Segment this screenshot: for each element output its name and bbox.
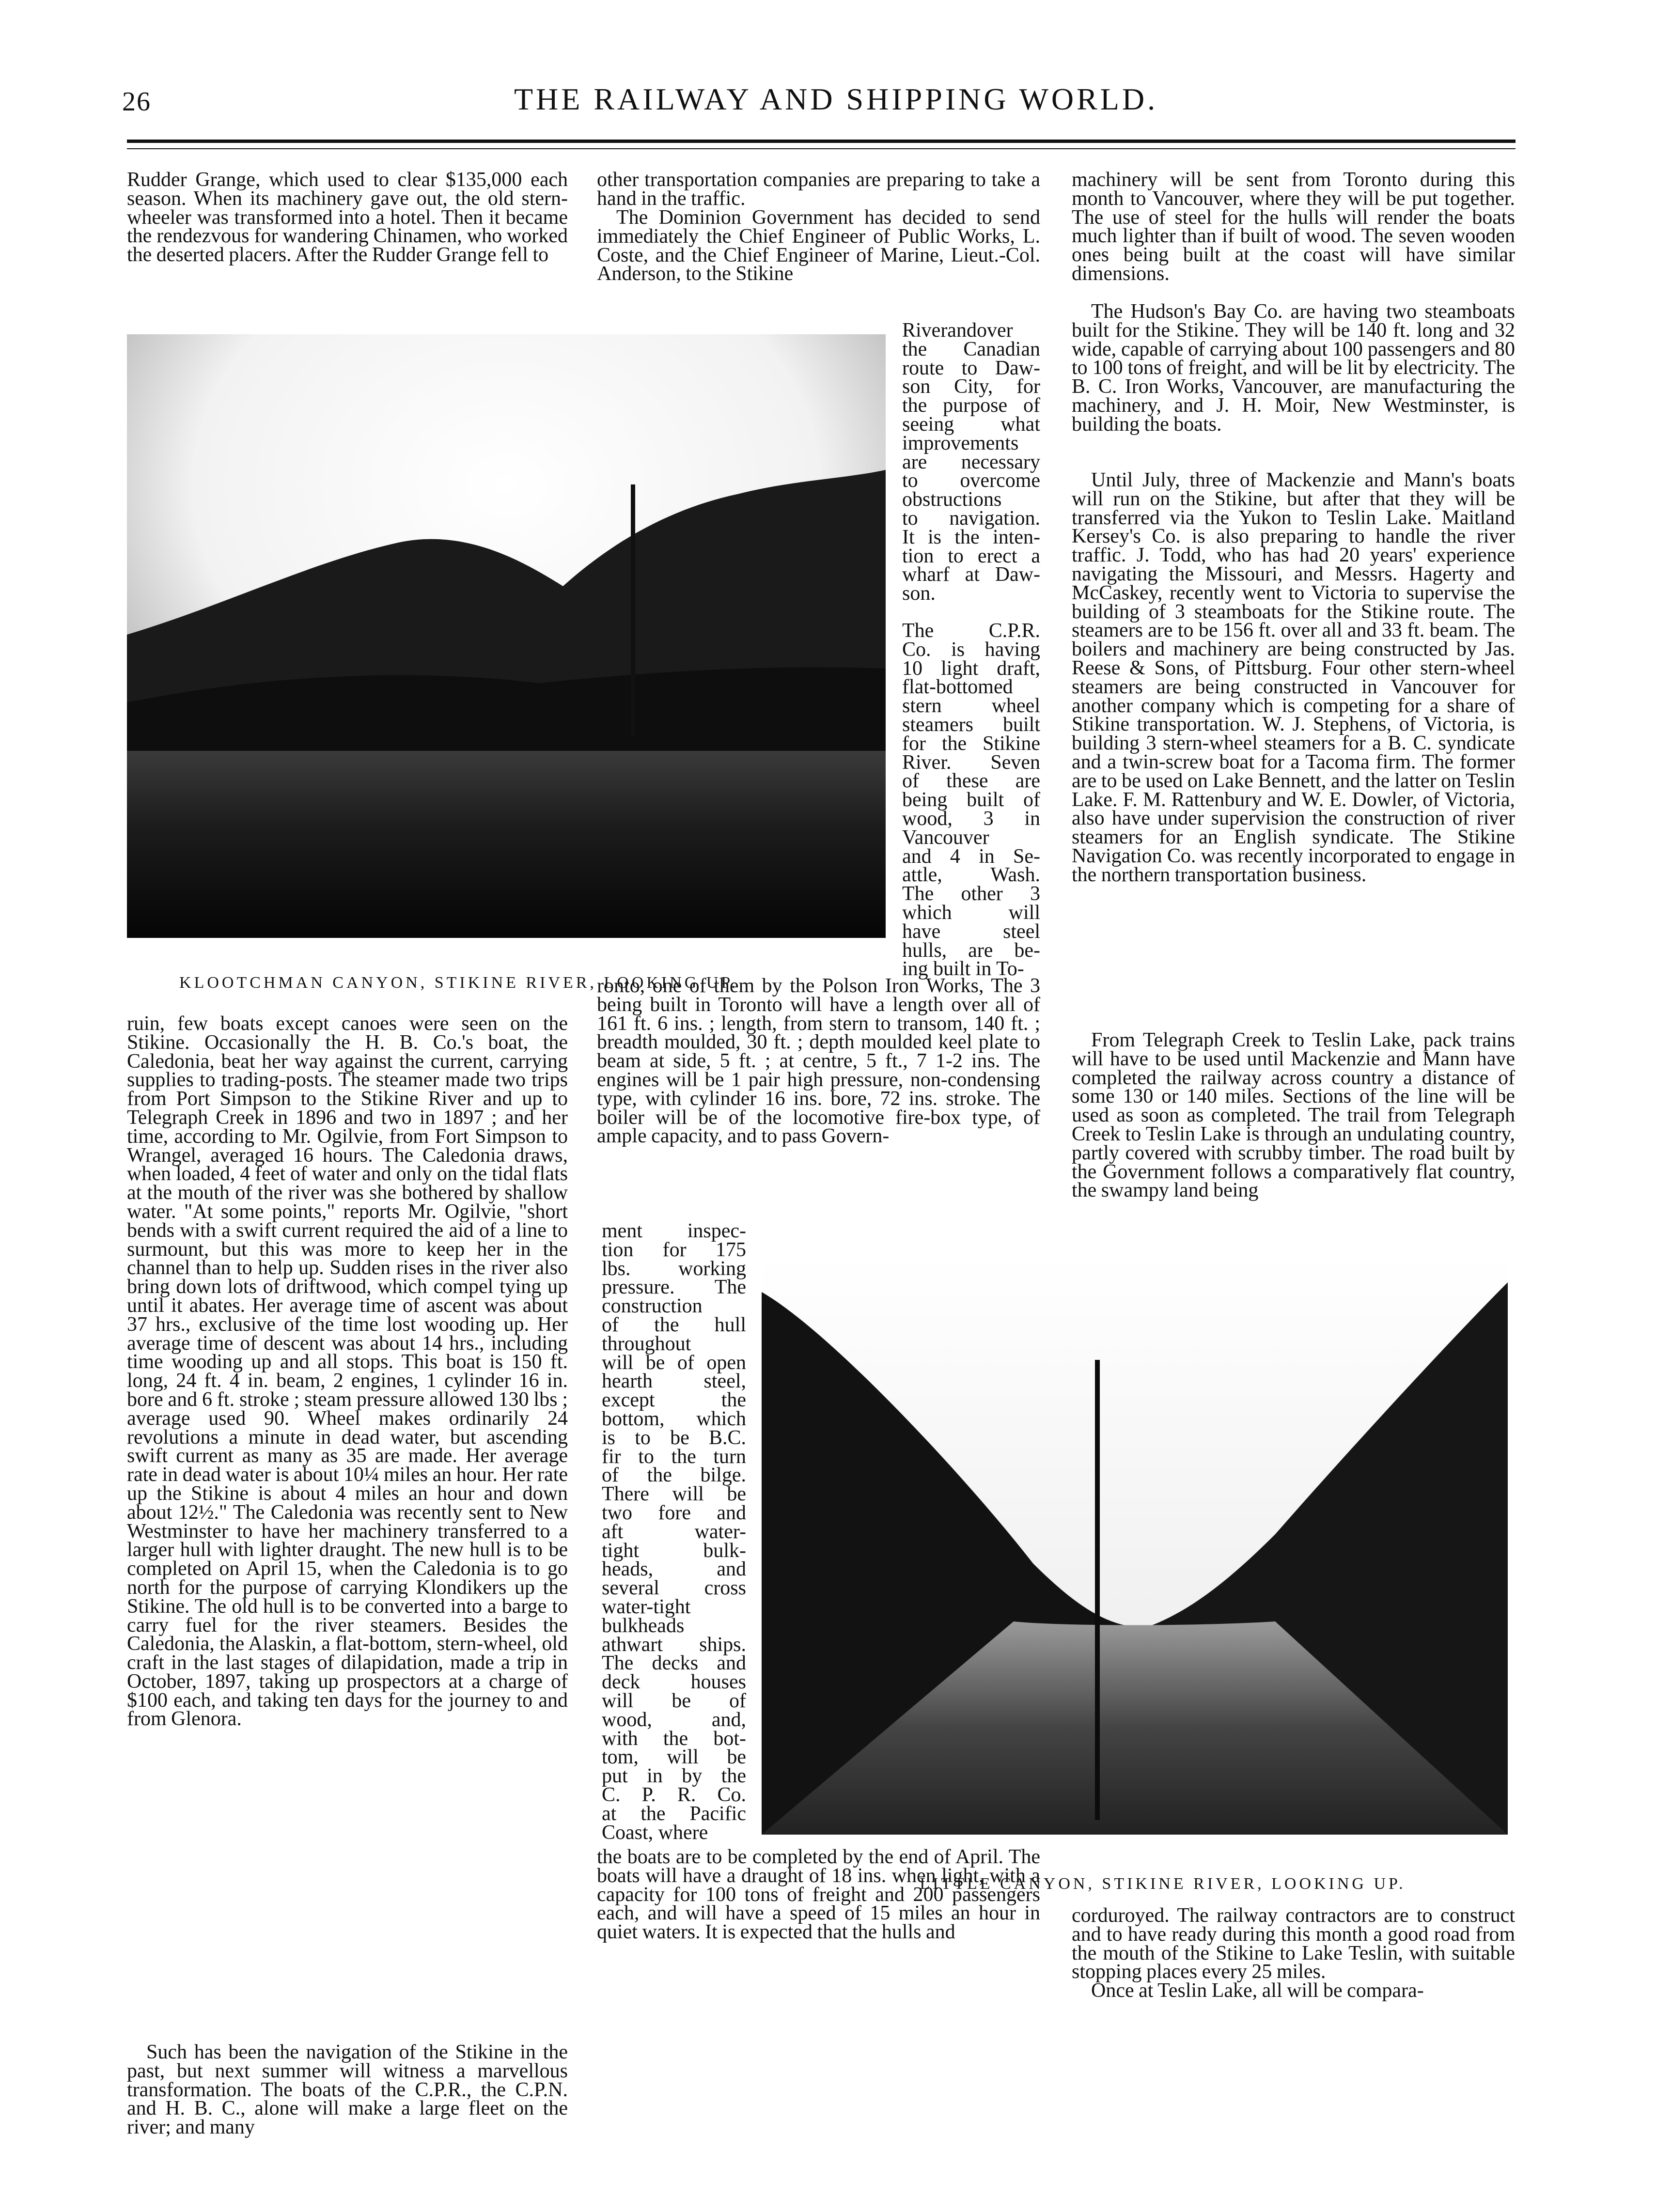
text-line: stern wheel <box>902 695 1040 717</box>
text-line: put in by the <box>602 1765 746 1788</box>
text-line: of these are <box>902 770 1040 793</box>
text-line: wharf at Daw- <box>902 563 1040 586</box>
text-line: several cross <box>602 1577 746 1600</box>
text-line: at the Pacific <box>602 1802 746 1825</box>
text-line: of the hull <box>602 1313 746 1336</box>
text-line: throughout <box>602 1332 691 1355</box>
text-line: It is the inten- <box>902 526 1040 548</box>
col2-paragraph-4: the boats are to be completed by the end of April. The boats will have a draught of 18 ins. when light, with a capacity for 100 tons of freight and 200 passengers each, and will have a speed of 15 miles an hour in quiet waters. It is expected that the hulls and <box>597 1846 1040 1944</box>
text-line: construction <box>602 1295 703 1318</box>
text-line: bottom, which <box>602 1407 746 1430</box>
col3-paragraph-5: corduroyed. The railway contractors are to construct and to have ready during this month a good road from the mouth of the Stikine to Lake Teslin, with suitable stopping places every 25 miles. <box>1072 1904 1515 1983</box>
text-line: tion to erect a <box>902 545 1040 567</box>
text-line: Co. is having <box>902 638 1040 661</box>
text-line: Riverandover <box>902 319 1013 342</box>
text-line: Vancouver <box>902 826 989 849</box>
text-line: flat-bottomed <box>902 676 1013 699</box>
text-line: wood, 3 in <box>902 807 1040 830</box>
text-line: 10 light draft, <box>902 657 1040 680</box>
text-line: athwart ships. <box>602 1633 746 1656</box>
text-line: being built of <box>902 789 1040 811</box>
col2-wrapped-text-2 <box>902 622 1040 979</box>
text-line: The decks and <box>602 1652 746 1675</box>
text-line: River. Seven <box>902 751 1040 774</box>
text-line: Coast, where <box>602 1821 708 1844</box>
text-line: The C.P.R. <box>902 620 1040 642</box>
header-rule-thin <box>127 148 1516 149</box>
text-line: obstructions <box>902 488 1002 511</box>
text-line: pressure. The <box>602 1276 746 1299</box>
text-line: seeing what <box>902 413 1040 436</box>
text-line: improvements <box>902 432 1019 454</box>
text-line: hearth steel, <box>602 1370 746 1393</box>
text-line: ing built in To- <box>902 958 1024 981</box>
text-line: for the Stikine <box>902 732 1040 755</box>
text-line: have steel <box>902 920 1040 943</box>
col3-paragraph-3: Until July, three of Mackenzie and Mann's boats will run on the Stikine, but after that they will be transferred via the Yukon to Teslin Lake. Maitland Kersey's Co. is also preparing to handle the river traffic. J. Todd, who has had 20 years' experience navigating the Missouri, and Messrs. Hagerty and McCaskey, recently went to Victoria to supervise the building of 3 steamboats for the Stikine route. The steamers are to be 156 ft. over all and 33 ft. beam. The boilers and machinery are being constructed by Jas. Reese & Sons, of Pittsburg. Four other stern-wheel steamers are being constructed in Vancouver for another company which is competing for a share of Stikine transportation. W. J. Stephens, of Victoria, is building 3 stern-wheel steamers for a B. C. syndicate and a twin-screw boat for a Tacoma firm. The former are to be used on Lake Bennett, and the latter on Teslin Lake. F. M. Rattenbury and W. E. Dowler, of Victoria, also have under supervision the construction of river steamers for an English syndicate. The Stikine Navigation Co. was recently incorporated to engage in the northern transportation business. <box>1072 469 1515 886</box>
text-line: route to Daw- <box>902 357 1040 379</box>
text-line: except the <box>602 1389 746 1412</box>
col3-paragraph-2: The Hudson's Bay Co. are having two steamboats built for the Stikine. They will be 140 ft. long and 32 wide, capable of carrying about 100 passengers and 80 to 100 tons of freight, and will be lit by electricity. The B. C. Iron Works, Vancouver, are manufacturing the machinery, and J. H. Moir, New Westminster, is building the boats. <box>1072 300 1515 436</box>
text-line: of the bilge. <box>602 1464 746 1487</box>
text-line: hulls, are be- <box>902 939 1040 962</box>
text-line: deck houses <box>602 1671 746 1694</box>
col3-paragraph-1: machinery will be sent from Toronto during this month to Vancouver, where they will be put together. The use of steel for the hulls will render the boats much lighter than if built of wood. The seven wooden ones being built at the coast will have similar dimensions. <box>1072 169 1515 285</box>
text-line: bulkheads <box>602 1614 685 1637</box>
col1-paragraph-2: ruin, few boats except canoes were seen on the Stikine. Occasionally the H. B. Co.'s boat, the Caledonia, beat her way against the current, carrying supplies to trading-posts. The steamer made two trips from Port Simpson to the Stikine River and up to Telegraph Creek in 1896 and two in 1897 ; and her time, according to Mr. Ogilvie, from Fort Simpson to Wrangel, averaged 16 hours. The Caledonia draws, when loaded, 4 feet of water and only on the tidal flats at the mouth of the river was she bothered by shallow water. "At some points," reports Mr. Ogilvie, "short bends with a swift current required the aid of a line to surmount, but this was more to keep her in the channel than to help up. Sudden rises in the river also bring down lots of driftwood, which compel tying up until it abates. Her average time of ascent was about 37 hrs., exclusive of the time lost wooding up. Her average time of descent was about 14 hrs., including time wooding up and all stops. This boat is 150 ft. long, 24 ft. 4 in. beam, 2 engines, 1 cylinder 16 in. bore and 6 ft. stroke ; steam pressure allowed 130 lbs ; average used 90. Wheel makes ordinarily 24 revolutions a minute in dead water, but ascending swift current as many as 35 are made. Her average rate in dead water is about 10¼ miles an hour. Her rate up the Stikine is about 4 miles an hour and down about 12½." The Caledonia was recently sent to New Westminster to have her machinery transferred to a larger hull with lighter draught. The new hull is to be completed on April 15, when the Caledonia is to go north for the purpose of carrying Klondikers up the Stikine. The old hull is to be converted into a barge to carry fuel for the river steamers. Besides the Caledonia, the Alaskin, a flat-bottom, stern-wheel, old craft in the last stages of dilapidation, made a trip in October, 1897, taking up prospectors at a charge of $100 each, and taking ten days for the journey to and from Glenora. <box>127 1013 568 1730</box>
col2-paragraph-2: The Dominion Government has decided to send immediately the Chief Engineer of Public Works, L. Coste, and the Chief Engineer of Marine, Lieut.-Col. Anderson, to the Stikine <box>597 206 1040 285</box>
text-line: son City, for <box>902 375 1040 398</box>
col3-paragraph-6: Once at Teslin Lake, all will be compara- <box>1091 1979 1424 2002</box>
col3-paragraph-4: From Telegraph Creek to Teslin Lake, pack trains will have to be used until Mackenzie and Mann have completed the railway across country a distance of some 130 or 140 miles. Sections of the line will be used as soon as completed. The trail from Telegraph Creek to Teslin Lake is through an undulating country, partly covered with scrubby timber. The road built by the Government follows a comparatively flat country, the swampy land being <box>1072 1029 1515 1202</box>
text-line: attle, Wash. <box>902 864 1040 887</box>
figure-caption-1: KLOOTCHMAN CANYON, STIKINE RIVER, LOOKING UP. <box>179 974 738 992</box>
text-line: C. P. R. Co. <box>602 1783 746 1806</box>
text-line: to overcome <box>902 469 1040 492</box>
text-line: the purpose of <box>902 394 1040 417</box>
text-line: will be of open <box>602 1351 746 1374</box>
text-line: The other 3 <box>902 883 1040 905</box>
col1-paragraph-3: Such has been the navigation of the Stikine in the past, but next summer will witness a marvellous transformation. The boats of the C.P.R., the C.P.N. and H. B. C., alone will make a large fleet on the river; and many <box>127 2041 568 2139</box>
text-line: ment inspec- <box>602 1220 746 1242</box>
text-line: will be of <box>602 1689 746 1712</box>
col2-wrapped-text-3 <box>602 1222 746 1842</box>
text-line: to navigation. <box>902 507 1040 530</box>
col1-paragraph-1: Rudder Grange, which used to clear $135,000 each season. When its machinery gave out, the old stern-wheeler was transformed into a hotel. Then it became the rendezvous for wandering Chinamen, who worked the deserted placers. After the Rudder Grange fell to <box>127 169 568 266</box>
col2-paragraph-3: ronto, one of them by the Polson Iron Works, The 3 being built in Toronto will have a length over all of 161 ft. 6 ins. ; length, from stern to transom, 140 ft. ; breadth moulded, 30 ft. ; depth moulded keel plate to beam at side, 5 ft. ; at centre, 5 ft., 7 1-2 ins. The engines will be 1 pair high pressure, non-condensing type, with cylinder 16 ins. bore, 72 ins. stroke. The boiler will be of the locomotive fire-box type, of ample capacity, and to pass Govern- <box>597 975 1040 1148</box>
header-rule-thick <box>127 140 1516 143</box>
text-line: heads, and <box>602 1558 746 1581</box>
text-line: There will be <box>602 1483 746 1506</box>
text-line: tion for 175 <box>602 1238 746 1261</box>
page-title: THE RAILWAY AND SHIPPING WORLD. <box>514 82 1158 116</box>
text-line: tight bulk- <box>602 1539 746 1562</box>
text-line: tom, will be <box>602 1746 746 1769</box>
text-line: and 4 in Se- <box>902 845 1040 868</box>
text-line: water-tight <box>602 1595 691 1618</box>
text-line: is to be B.C. <box>602 1426 746 1449</box>
text-line: lbs. working <box>602 1257 746 1280</box>
text-line: steamers built <box>902 713 1040 736</box>
col2-wrapped-text-1 <box>902 321 1040 603</box>
text-line: son. <box>902 582 936 605</box>
text-line: two fore and <box>602 1501 746 1524</box>
text-line: are necessary <box>902 451 1040 473</box>
text-line: the Canadian <box>902 338 1040 360</box>
figure-caption-2: LITTLE CANYON, STIKINE RIVER, LOOKING UP. <box>920 1875 1406 1893</box>
photo-little-canyon <box>762 1253 1508 1835</box>
col2-paragraph-1: other transportation companies are preparing to take a hand in the traffic. <box>597 169 1040 210</box>
text-line: fir to the turn <box>602 1445 746 1468</box>
text-line: wood, and, <box>602 1708 746 1731</box>
text-line: aft water- <box>602 1520 746 1543</box>
text-line: with the bot- <box>602 1727 746 1750</box>
photo-klootchman-canyon <box>127 334 886 938</box>
text-line: which will <box>902 901 1040 924</box>
page-number: 26 <box>122 87 151 117</box>
